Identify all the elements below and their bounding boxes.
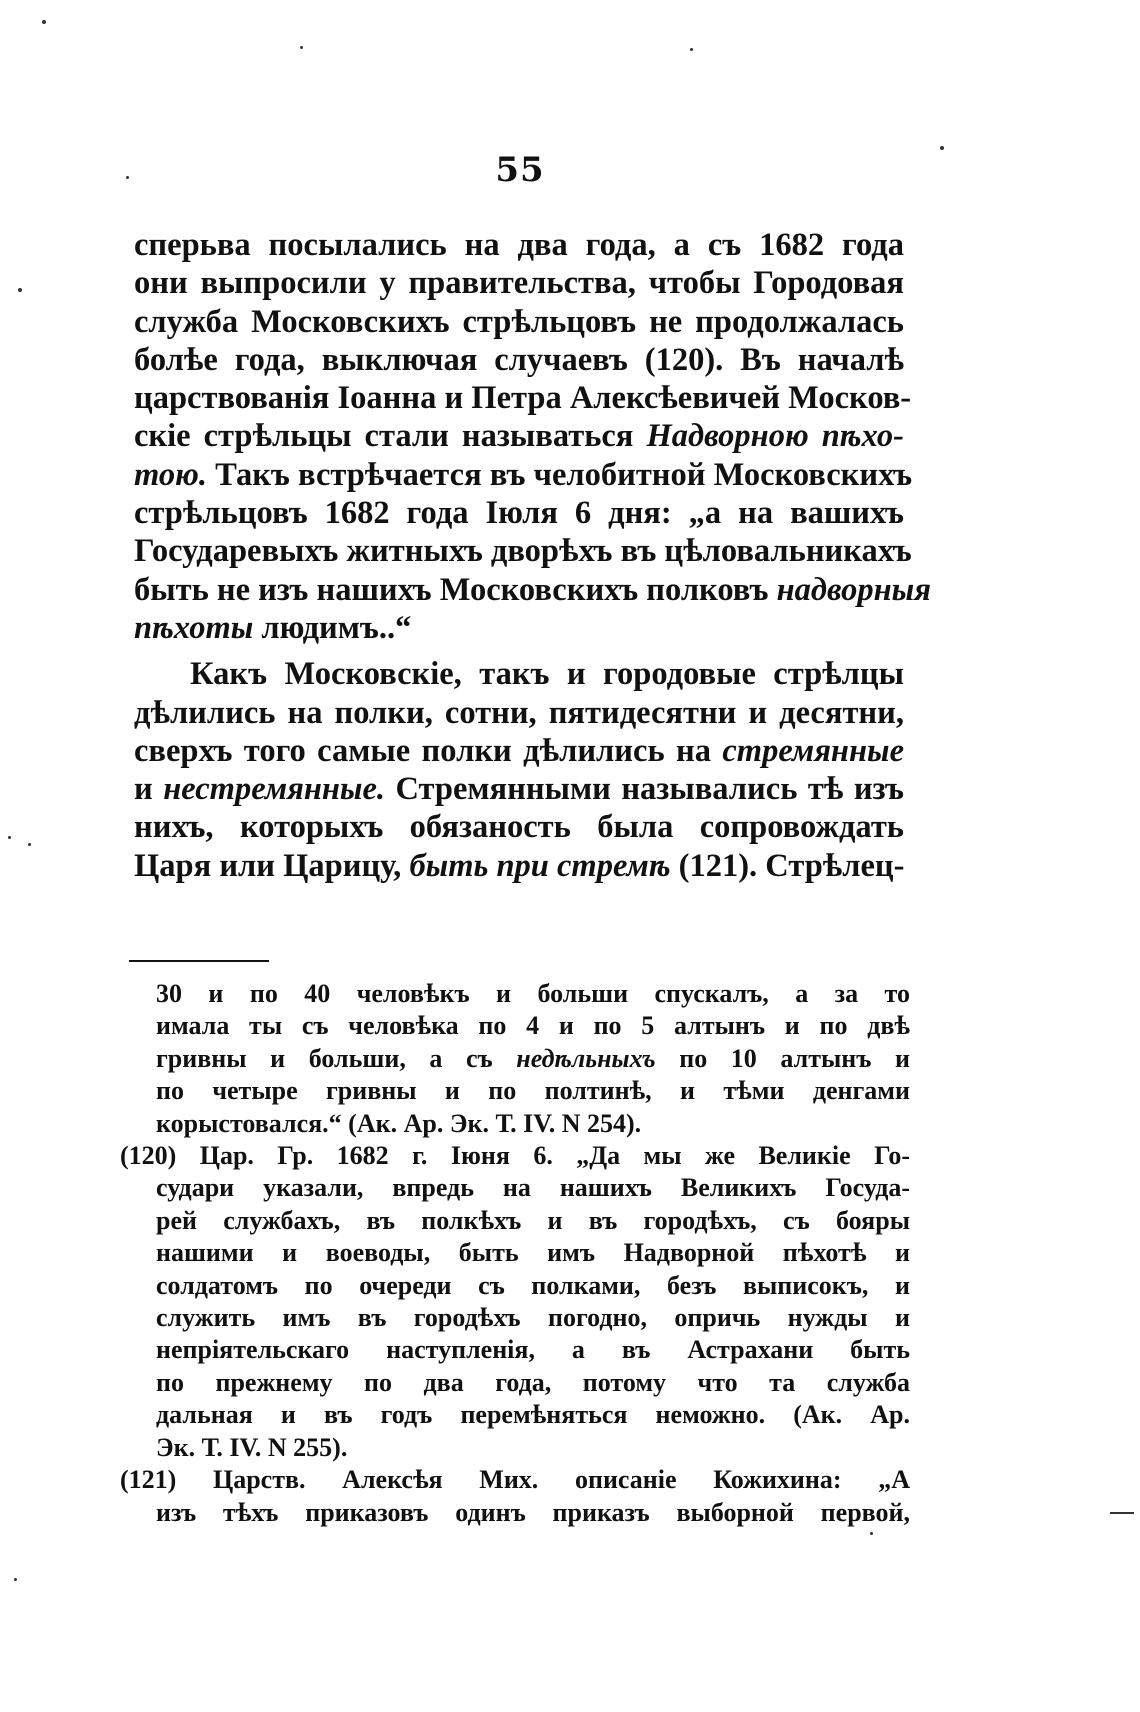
- paragraph-gap: [134, 647, 904, 655]
- text-segment: Такъ встрѣчается въ челобитной Московскихъ: [215, 456, 913, 493]
- italic-term: быть при стремѣ: [409, 847, 671, 884]
- footnote-120-line: Эк. Т. IV. N 255).: [156, 1432, 348, 1462]
- italic-term: пѣхоты: [134, 609, 254, 646]
- footnote-121-line: (121) Царств. Алексѣя Мих. описаніе Кожихина: „А: [120, 1465, 910, 1495]
- scan-speck: [18, 288, 22, 292]
- text-line: [134, 609, 904, 647]
- text-segment: сверхъ того самые полки дѣлились на: [134, 732, 711, 769]
- scan-speck: [28, 843, 31, 846]
- footnotes: [120, 978, 910, 1529]
- italic-term: стремянные: [722, 732, 904, 769]
- footnote-separator: [129, 960, 269, 962]
- text-line: царствованія Іоанна и Петра Алексѣевичей Москов-: [134, 380, 912, 417]
- footnote-120-line: (120) Цар. Гр. 1682 г. Іюня 6. „Да мы же Великіе Го-: [120, 1141, 910, 1171]
- text-line: Какъ Московскіе, такъ и городовые стрѣлцы: [190, 656, 904, 693]
- scan-speck: [870, 1532, 873, 1535]
- text-segment: Царя или Царицу,: [134, 847, 402, 884]
- text-segment: людимъ..“: [261, 609, 412, 646]
- page-number: 55: [495, 150, 545, 190]
- footnote-120-line: солдатомъ по очереди съ полками, безъ выписокъ, и: [156, 1270, 910, 1300]
- scan-speck: [126, 176, 129, 179]
- text-line: [134, 417, 904, 455]
- footnote-line: 30 и по 40 человѣкъ и больши спускалъ, а за то: [156, 979, 910, 1008]
- italic-term: тою.: [134, 456, 207, 493]
- text-line: они выпросили у правительства, чтобы Городовая: [134, 265, 904, 302]
- footnote-120-line: дальная и въ годъ перемѣняться неможно. (Ак. Ар.: [156, 1400, 910, 1430]
- scan-speck: [1110, 1512, 1134, 1514]
- scan-speck: [14, 1578, 17, 1581]
- footnote-120-line: непріятельскаго наступленія, а въ Астрахани быть: [156, 1335, 910, 1365]
- footnote-line: по четыре гривны и по полтинѣ, и тѣми денгами: [156, 1076, 910, 1106]
- scan-speck: [690, 48, 693, 51]
- text-segment: (121). Стрѣлец-: [678, 847, 905, 884]
- text-line: [134, 732, 904, 770]
- text-line: дѣлились на полки, сотни, пятидесятни и десятни,: [134, 694, 904, 731]
- text-segment: быть не изъ нашихъ Московскихъ полковъ: [134, 571, 769, 608]
- text-line: сперьва посылались на два года, а съ 1682 года: [134, 227, 904, 263]
- text-line: Государевыхъ житныхъ дворѣхъ въ цѣловальникахъ: [134, 533, 912, 570]
- text-line: [134, 770, 904, 808]
- scan-speck: [940, 146, 944, 150]
- text-line: болѣе года, выключая случаевъ (120). Въ началѣ: [134, 341, 904, 378]
- text-line: стрѣльцовъ 1682 года Іюля 6 дня: „а на вашихъ: [134, 495, 904, 532]
- footnote-121-line: изъ тѣхъ приказовъ одинъ приказъ выборной первой,: [156, 1497, 910, 1527]
- footnote-line: корыстовался.“ (Ак. Ар. Эк. Т. IV. N 254).: [156, 1108, 642, 1138]
- scan-speck: [8, 836, 11, 839]
- italic-term: надворныя: [776, 571, 931, 608]
- scan-speck: [300, 46, 303, 49]
- footnote-120-line: нашими и воеводы, быть имъ Надворной пѣхотѣ и: [156, 1238, 910, 1268]
- text-segment: скіе стрѣльцы стали называться: [134, 418, 634, 455]
- text-line: [134, 571, 931, 609]
- text-line: [134, 456, 913, 494]
- text-line: [134, 847, 904, 885]
- main-text: [134, 226, 931, 885]
- text-line: нихъ, которыхъ обязаность была сопровождать: [134, 809, 904, 846]
- text-line: служба Московскихъ стрѣльцовъ не продолжалась: [134, 303, 904, 340]
- text-segment: по 10 алтынъ и: [679, 1043, 910, 1073]
- footnote-line: имала ты съ человѣка по 4 и по 5 алтынъ и по двѣ: [156, 1011, 910, 1041]
- footnote-120-line: судари указали, впредь на нашихъ Великихъ Госуда-: [156, 1173, 910, 1203]
- text-segment: Стремянными назывались тѣ изъ: [395, 771, 904, 808]
- footnote-120-line: служить имъ въ городѣхъ погодно, опричь нужды и: [156, 1303, 910, 1333]
- italic-term: нестремянные.: [163, 771, 386, 808]
- text-segment: и: [134, 771, 153, 808]
- footnote-120-line: по прежнему по два года, потому что та служба: [156, 1367, 910, 1397]
- footnote-line: [120, 1043, 910, 1075]
- italic-term: Надворною пѣхо-: [646, 418, 904, 455]
- footnote-120-line: рей службахъ, въ полкѣхъ и въ городѣхъ, съ бояры: [156, 1205, 910, 1235]
- italic-term: недѣльныхъ: [516, 1043, 656, 1073]
- text-segment: гривны и больши, а съ: [156, 1043, 493, 1073]
- scan-speck: [42, 20, 46, 24]
